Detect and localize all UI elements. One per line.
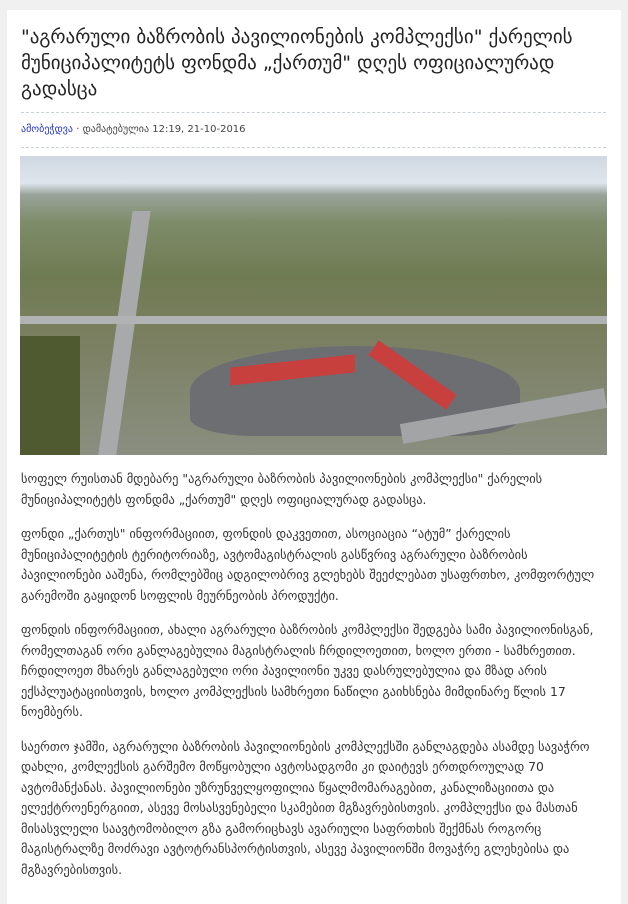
divider	[21, 147, 606, 148]
paragraph: სოფელ რუისთან მდებარე "აგრარული ბაზრობის პავილიონების კომპლექსი" ქარელის მუნიციპალიტეტს ფონდმა „ქართუმ" დღეს ოფიციალურად გადასცა.	[21, 471, 543, 507]
article-card	[7, 10, 621, 904]
divider	[21, 112, 606, 113]
paragraph: ფონდი „ქართუს" ინფორმაციით, ფონდის დაკვეთით, ასოციაცია “ატუმ” ქარელის მუნიციპალიტეტის ტერიტორიაზე, ავტომაგისტრალის გასწვრივ აგრარული ბაზრობის პავილიონები ააშენა, რომლებშიც ადგილობრივ გლეხებს შეეძლებათ უსაფრთხო, კომფორტულ გარემოში გაყიდონ სოფლის მეურნეობის პროდუქტი.	[21, 526, 595, 603]
article-photo	[20, 156, 607, 455]
publish-date: დამატებულია 12:19, 21-10-2016	[82, 124, 246, 135]
meta-separator: ·	[76, 124, 80, 135]
article-meta	[21, 123, 607, 137]
paragraph: საერთო ჯამში, აგრარული ბაზრობის პავილიონების კომპლექსში განლაგდება ასამდე სავაჭრო დახლი, კომლექსის გარშემო მოწყობული ავტოსადგომი კი დაიტევს ერთდროულად 70 ავტომანქანას. პავილიონები უზრუნველყოფილია წყალმომარაგებით, კანალიზაციითა და ელექტროენერგიით, ასევე მოსასვენებელი სკამებით მგზავრებისთვის. კომპლექსი და მასთან მისასვლელი საავტომობილო გზა გამორიცხავს ავარიული საფრთხის შექმნას როგორც მაგისტრალზე მოძრავი ავტოტრანსპორტისთვის, ასევე პავილიონში მოვაჭრე გლეხებისა და მგზავრებისთვის.	[21, 738, 590, 877]
paragraph: ფონდის ინფორმაციით, ახალი აგრარული ბაზრობის კომპლექსი შედგება სამი პავილიონისგან, რომელთაგან ორი განლაგებულია მაგისტრალის ჩრდილოეთით, ხოლო ერთი - სამხრეთით. ჩრდილოეთ მხარეს განლაგებული ორი პავილიონი უკვე დასრულებულია და მზად არის ექსპლუატაციისთვის, ხოლო კომპლექსის სამხრეთი ნაწილი გაიხსნება მიმდინარე წლის 17 ნოემბერს.	[21, 622, 594, 719]
article-title: "აგრარული ბაზრობის პავილიონების კომპლექსი" ქარელის მუნიციპალიტეტს ფონდმა „ქართუმ" დღეს ოფიციალურად გადასცა	[21, 26, 573, 100]
print-link[interactable]: ამობეჭდვა	[21, 124, 74, 135]
article-body	[21, 469, 611, 880]
